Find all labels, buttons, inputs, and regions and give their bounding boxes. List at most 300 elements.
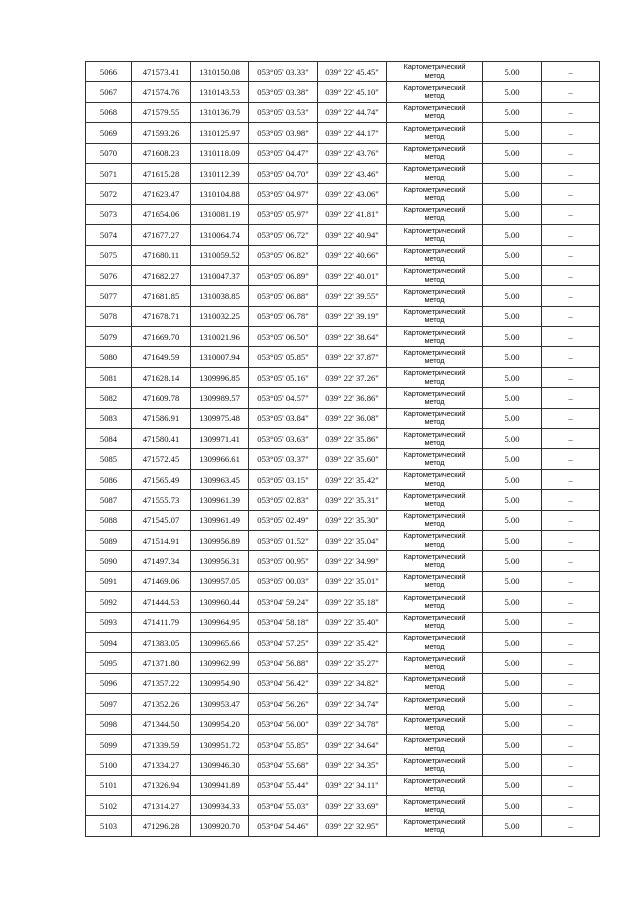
longitude: 039° 22' 35.30" xyxy=(318,510,387,530)
method-cell xyxy=(387,225,483,245)
y-coordinate: 1310007.94 xyxy=(191,347,249,367)
method-line1: Картометрический xyxy=(403,531,466,541)
latitude: 053°05' 03.63" xyxy=(249,429,318,449)
note: – xyxy=(542,204,600,224)
x-coordinate: 471469.06 xyxy=(132,571,191,591)
method-line1: Картометрический xyxy=(403,613,466,623)
latitude: 053°05' 06.82" xyxy=(249,245,318,265)
x-coordinate: 471573.41 xyxy=(132,62,191,82)
x-coordinate: 471654.06 xyxy=(132,204,191,224)
error-value: 5.00 xyxy=(483,673,542,693)
point-number: 5102 xyxy=(86,796,132,816)
table-row xyxy=(86,469,600,489)
latitude: 053°04' 58.18" xyxy=(249,612,318,632)
note: – xyxy=(542,510,600,530)
error-value: 5.00 xyxy=(483,734,542,754)
latitude: 053°04' 56.42" xyxy=(249,673,318,693)
method-cell xyxy=(387,306,483,326)
latitude: 053°04' 59.24" xyxy=(249,592,318,612)
method-line1: Картометрический xyxy=(403,123,466,133)
longitude: 039° 22' 41.81" xyxy=(318,204,387,224)
method-cell xyxy=(387,265,483,285)
method-line2: метод xyxy=(424,600,445,610)
longitude: 039° 22' 35.42" xyxy=(318,469,387,489)
method-line2: метод xyxy=(424,580,445,590)
error-value: 5.00 xyxy=(483,245,542,265)
longitude: 039° 22' 34.11" xyxy=(318,775,387,795)
x-coordinate: 471586.91 xyxy=(132,408,191,428)
method-cell xyxy=(387,796,483,816)
longitude: 039° 22' 34.74" xyxy=(318,694,387,714)
longitude: 039° 22' 43.46" xyxy=(318,163,387,183)
table-row xyxy=(86,62,600,82)
method-cell xyxy=(387,551,483,571)
longitude: 039° 22' 45.45" xyxy=(318,62,387,82)
point-number: 5091 xyxy=(86,571,132,591)
x-coordinate: 471579.55 xyxy=(132,102,191,122)
y-coordinate: 1310081.19 xyxy=(191,204,249,224)
y-coordinate: 1309971.41 xyxy=(191,429,249,449)
method-line2: метод xyxy=(424,519,445,529)
error-value: 5.00 xyxy=(483,653,542,673)
table-row xyxy=(86,592,600,612)
method-line2: метод xyxy=(424,335,445,345)
method-line2: метод xyxy=(424,702,445,712)
latitude: 053°05' 04.97" xyxy=(249,184,318,204)
error-value: 5.00 xyxy=(483,347,542,367)
method-cell xyxy=(387,102,483,122)
latitude: 053°05' 05.16" xyxy=(249,367,318,387)
latitude: 053°05' 06.89" xyxy=(249,265,318,285)
error-value: 5.00 xyxy=(483,102,542,122)
latitude: 053°05' 03.98" xyxy=(249,123,318,143)
point-number: 5086 xyxy=(86,469,132,489)
point-number: 5088 xyxy=(86,510,132,530)
x-coordinate: 471669.70 xyxy=(132,327,191,347)
y-coordinate: 1310064.74 xyxy=(191,225,249,245)
error-value: 5.00 xyxy=(483,367,542,387)
table-row xyxy=(86,245,600,265)
method-line1: Картометрический xyxy=(403,470,466,480)
point-number: 5074 xyxy=(86,225,132,245)
method-line1: Картометрический xyxy=(403,714,466,724)
point-number: 5072 xyxy=(86,184,132,204)
method-line1: Картометрический xyxy=(403,144,466,154)
table-row xyxy=(86,490,600,510)
method-line1: Картометрический xyxy=(403,490,466,500)
method-cell xyxy=(387,204,483,224)
method-line1: Картометрический xyxy=(403,572,466,582)
latitude: 053°05' 04.47" xyxy=(249,143,318,163)
point-number: 5075 xyxy=(86,245,132,265)
note: – xyxy=(542,592,600,612)
table-row xyxy=(86,265,600,285)
point-number: 5095 xyxy=(86,653,132,673)
error-value: 5.00 xyxy=(483,163,542,183)
x-coordinate: 471339.59 xyxy=(132,734,191,754)
method-line2: метод xyxy=(424,417,445,427)
table-row xyxy=(86,632,600,652)
method-line2: метод xyxy=(424,294,445,304)
y-coordinate: 1309961.39 xyxy=(191,490,249,510)
error-value: 5.00 xyxy=(483,714,542,734)
method-cell xyxy=(387,755,483,775)
method-cell xyxy=(387,143,483,163)
latitude: 053°05' 05.85" xyxy=(249,347,318,367)
table-row xyxy=(86,204,600,224)
method-cell xyxy=(387,429,483,449)
latitude: 053°04' 57.25" xyxy=(249,632,318,652)
point-number: 5090 xyxy=(86,551,132,571)
error-value: 5.00 xyxy=(483,327,542,347)
method-line2: метод xyxy=(424,152,445,162)
point-number: 5087 xyxy=(86,490,132,510)
point-number: 5068 xyxy=(86,102,132,122)
table-row xyxy=(86,510,600,530)
latitude: 053°05' 04.57" xyxy=(249,388,318,408)
error-value: 5.00 xyxy=(483,632,542,652)
method-cell xyxy=(387,653,483,673)
error-value: 5.00 xyxy=(483,429,542,449)
note: – xyxy=(542,225,600,245)
error-value: 5.00 xyxy=(483,408,542,428)
longitude: 039° 22' 44.17" xyxy=(318,123,387,143)
longitude: 039° 22' 34.82" xyxy=(318,673,387,693)
method-cell xyxy=(387,490,483,510)
error-value: 5.00 xyxy=(483,82,542,102)
table-row xyxy=(86,123,600,143)
latitude: 053°05' 06.72" xyxy=(249,225,318,245)
method-cell xyxy=(387,327,483,347)
error-value: 5.00 xyxy=(483,184,542,204)
longitude: 039° 22' 37.87" xyxy=(318,347,387,367)
error-value: 5.00 xyxy=(483,551,542,571)
table-row xyxy=(86,775,600,795)
method-line2: метод xyxy=(424,437,445,447)
table-row xyxy=(86,225,600,245)
table-row xyxy=(86,551,600,571)
method-line1: Картометрический xyxy=(403,164,466,174)
method-cell xyxy=(387,592,483,612)
longitude: 039° 22' 36.08" xyxy=(318,408,387,428)
longitude: 039° 22' 39.19" xyxy=(318,306,387,326)
point-number: 5085 xyxy=(86,449,132,469)
method-cell xyxy=(387,408,483,428)
note: – xyxy=(542,347,600,367)
note: – xyxy=(542,245,600,265)
y-coordinate: 1309957.05 xyxy=(191,571,249,591)
table-row xyxy=(86,530,600,550)
method-cell xyxy=(387,286,483,306)
latitude: 053°04' 56.88" xyxy=(249,653,318,673)
y-coordinate: 1310150.08 xyxy=(191,62,249,82)
error-value: 5.00 xyxy=(483,755,542,775)
point-number: 5077 xyxy=(86,286,132,306)
longitude: 039° 22' 38.64" xyxy=(318,327,387,347)
method-cell xyxy=(387,775,483,795)
method-line2: метод xyxy=(424,539,445,549)
method-cell xyxy=(387,388,483,408)
method-cell xyxy=(387,816,483,836)
longitude: 039° 22' 37.26" xyxy=(318,367,387,387)
method-line1: Картометрический xyxy=(403,409,466,419)
point-number: 5099 xyxy=(86,734,132,754)
latitude: 053°05' 01.52" xyxy=(249,530,318,550)
longitude: 039° 22' 44.74" xyxy=(318,102,387,122)
method-line2: метод xyxy=(424,356,445,366)
method-cell xyxy=(387,612,483,632)
point-number: 5073 xyxy=(86,204,132,224)
note: – xyxy=(542,796,600,816)
latitude: 053°04' 55.44" xyxy=(249,775,318,795)
longitude: 039° 22' 35.60" xyxy=(318,449,387,469)
note: – xyxy=(542,163,600,183)
longitude: 039° 22' 33.69" xyxy=(318,796,387,816)
x-coordinate: 471314.27 xyxy=(132,796,191,816)
point-number: 5103 xyxy=(86,816,132,836)
table-row xyxy=(86,429,600,449)
x-coordinate: 471572.45 xyxy=(132,449,191,469)
table-row xyxy=(86,347,600,367)
x-coordinate: 471593.26 xyxy=(132,123,191,143)
method-cell xyxy=(387,510,483,530)
x-coordinate: 471444.53 xyxy=(132,592,191,612)
table-row xyxy=(86,367,600,387)
method-cell xyxy=(387,347,483,367)
error-value: 5.00 xyxy=(483,123,542,143)
y-coordinate: 1309934.33 xyxy=(191,796,249,816)
error-value: 5.00 xyxy=(483,286,542,306)
method-line1: Картометрический xyxy=(403,816,466,826)
y-coordinate: 1309975.48 xyxy=(191,408,249,428)
longitude: 039° 22' 35.86" xyxy=(318,429,387,449)
y-coordinate: 1310104.88 xyxy=(191,184,249,204)
latitude: 053°05' 03.33" xyxy=(249,62,318,82)
x-coordinate: 471677.27 xyxy=(132,225,191,245)
table-row xyxy=(86,449,600,469)
x-coordinate: 471628.14 xyxy=(132,367,191,387)
method-line1: Картометрический xyxy=(403,429,466,439)
method-cell xyxy=(387,734,483,754)
y-coordinate: 1309956.31 xyxy=(191,551,249,571)
y-coordinate: 1309956.89 xyxy=(191,530,249,550)
x-coordinate: 471680.11 xyxy=(132,245,191,265)
y-coordinate: 1309946.30 xyxy=(191,755,249,775)
method-line2: метод xyxy=(424,70,445,80)
method-line2: метод xyxy=(424,804,445,814)
latitude: 053°04' 56.26" xyxy=(249,694,318,714)
y-coordinate: 1309965.66 xyxy=(191,632,249,652)
method-cell xyxy=(387,62,483,82)
note: – xyxy=(542,388,600,408)
x-coordinate: 471678.71 xyxy=(132,306,191,326)
method-line2: метод xyxy=(424,478,445,488)
method-line2: метод xyxy=(424,315,445,325)
longitude: 039° 22' 35.01" xyxy=(318,571,387,591)
table-row xyxy=(86,796,600,816)
y-coordinate: 1309961.49 xyxy=(191,510,249,530)
method-line1: Картометрический xyxy=(403,694,466,704)
error-value: 5.00 xyxy=(483,612,542,632)
error-value: 5.00 xyxy=(483,449,542,469)
longitude: 039° 22' 34.99" xyxy=(318,551,387,571)
method-line1: Картометрический xyxy=(403,103,466,113)
longitude: 039° 22' 43.76" xyxy=(318,143,387,163)
error-value: 5.00 xyxy=(483,571,542,591)
method-line1: Картометрический xyxy=(403,347,466,357)
method-line1: Картометрический xyxy=(403,592,466,602)
note: – xyxy=(542,286,600,306)
method-cell xyxy=(387,184,483,204)
note: – xyxy=(542,82,600,102)
table-row xyxy=(86,653,600,673)
method-line2: метод xyxy=(424,825,445,835)
method-line2: метод xyxy=(424,376,445,386)
latitude: 053°05' 06.78" xyxy=(249,306,318,326)
note: – xyxy=(542,530,600,550)
x-coordinate: 471352.26 xyxy=(132,694,191,714)
method-line2: метод xyxy=(424,458,445,468)
y-coordinate: 1309954.90 xyxy=(191,673,249,693)
y-coordinate: 1310118.09 xyxy=(191,143,249,163)
error-value: 5.00 xyxy=(483,592,542,612)
point-number: 5097 xyxy=(86,694,132,714)
table-row xyxy=(86,408,600,428)
table-row xyxy=(86,816,600,836)
latitude: 053°04' 55.68" xyxy=(249,755,318,775)
note: – xyxy=(542,143,600,163)
method-line2: метод xyxy=(424,172,445,182)
method-line1: Картометрический xyxy=(403,246,466,255)
method-cell xyxy=(387,673,483,693)
latitude: 053°05' 02.49" xyxy=(249,510,318,530)
table-row xyxy=(86,755,600,775)
y-coordinate: 1310021.96 xyxy=(191,327,249,347)
note: – xyxy=(542,551,600,571)
latitude: 053°04' 56.00" xyxy=(249,714,318,734)
x-coordinate: 471334.27 xyxy=(132,755,191,775)
error-value: 5.00 xyxy=(483,306,542,326)
table-row xyxy=(86,102,600,122)
table-row xyxy=(86,388,600,408)
point-number: 5079 xyxy=(86,327,132,347)
point-number: 5092 xyxy=(86,592,132,612)
y-coordinate: 1309964.95 xyxy=(191,612,249,632)
y-coordinate: 1310112.39 xyxy=(191,163,249,183)
note: – xyxy=(542,102,600,122)
x-coordinate: 471497.34 xyxy=(132,551,191,571)
x-coordinate: 471555.73 xyxy=(132,490,191,510)
y-coordinate: 1309966.61 xyxy=(191,449,249,469)
note: – xyxy=(542,449,600,469)
latitude: 053°05' 03.38" xyxy=(249,82,318,102)
method-line1: Картометрический xyxy=(403,327,466,337)
point-number: 5094 xyxy=(86,632,132,652)
table-row xyxy=(86,143,600,163)
y-coordinate: 1310059.52 xyxy=(191,245,249,265)
method-line1: Картометрический xyxy=(403,449,466,459)
method-line2: метод xyxy=(424,91,445,101)
note: – xyxy=(542,184,600,204)
note: – xyxy=(542,123,600,143)
note: – xyxy=(542,694,600,714)
x-coordinate: 471371.80 xyxy=(132,653,191,673)
longitude: 039° 22' 34.64" xyxy=(318,734,387,754)
longitude: 039° 22' 40.66" xyxy=(318,245,387,265)
table-row xyxy=(86,82,600,102)
method-cell xyxy=(387,82,483,102)
latitude: 053°04' 55.03" xyxy=(249,796,318,816)
y-coordinate: 1310125.97 xyxy=(191,123,249,143)
longitude: 039° 22' 45.10" xyxy=(318,82,387,102)
x-coordinate: 471623.47 xyxy=(132,184,191,204)
latitude: 053°05' 00.03" xyxy=(249,571,318,591)
method-line2: метод xyxy=(424,193,445,203)
method-cell xyxy=(387,245,483,265)
method-line2: метод xyxy=(424,233,445,243)
table-row xyxy=(86,286,600,306)
note: – xyxy=(542,306,600,326)
method-cell xyxy=(387,694,483,714)
error-value: 5.00 xyxy=(483,143,542,163)
point-number: 5070 xyxy=(86,143,132,163)
table-row xyxy=(86,714,600,734)
point-number: 5098 xyxy=(86,714,132,734)
table-body xyxy=(86,62,600,837)
method-line1: Картометрический xyxy=(403,225,466,235)
x-coordinate: 471383.05 xyxy=(132,632,191,652)
error-value: 5.00 xyxy=(483,204,542,224)
note: – xyxy=(542,816,600,836)
longitude: 039° 22' 39.55" xyxy=(318,286,387,306)
method-line2: метод xyxy=(424,784,445,794)
latitude: 053°05' 06.50" xyxy=(249,327,318,347)
note: – xyxy=(542,612,600,632)
y-coordinate: 1309996.85 xyxy=(191,367,249,387)
note: – xyxy=(542,265,600,285)
x-coordinate: 471615.28 xyxy=(132,163,191,183)
longitude: 039° 22' 35.31" xyxy=(318,490,387,510)
method-line1: Картометрический xyxy=(403,511,466,521)
error-value: 5.00 xyxy=(483,490,542,510)
longitude: 039° 22' 34.78" xyxy=(318,714,387,734)
x-coordinate: 471681.85 xyxy=(132,286,191,306)
longitude: 039° 22' 36.86" xyxy=(318,388,387,408)
latitude: 053°04' 55.85" xyxy=(249,734,318,754)
y-coordinate: 1309941.89 xyxy=(191,775,249,795)
method-line2: метод xyxy=(424,111,445,121)
latitude: 053°05' 00.95" xyxy=(249,551,318,571)
method-cell xyxy=(387,530,483,550)
method-line2: метод xyxy=(424,274,445,284)
table-row xyxy=(86,163,600,183)
method-cell xyxy=(387,367,483,387)
method-line2: метод xyxy=(424,682,445,692)
table-row xyxy=(86,184,600,204)
y-coordinate: 1309963.45 xyxy=(191,469,249,489)
x-coordinate: 471326.94 xyxy=(132,775,191,795)
table-row xyxy=(86,306,600,326)
y-coordinate: 1309960.44 xyxy=(191,592,249,612)
table-row xyxy=(86,734,600,754)
y-coordinate: 1309954.20 xyxy=(191,714,249,734)
longitude: 039° 22' 43.06" xyxy=(318,184,387,204)
error-value: 5.00 xyxy=(483,265,542,285)
error-value: 5.00 xyxy=(483,510,542,530)
x-coordinate: 471649.59 xyxy=(132,347,191,367)
x-coordinate: 471514.91 xyxy=(132,530,191,550)
y-coordinate: 1309951.72 xyxy=(191,734,249,754)
